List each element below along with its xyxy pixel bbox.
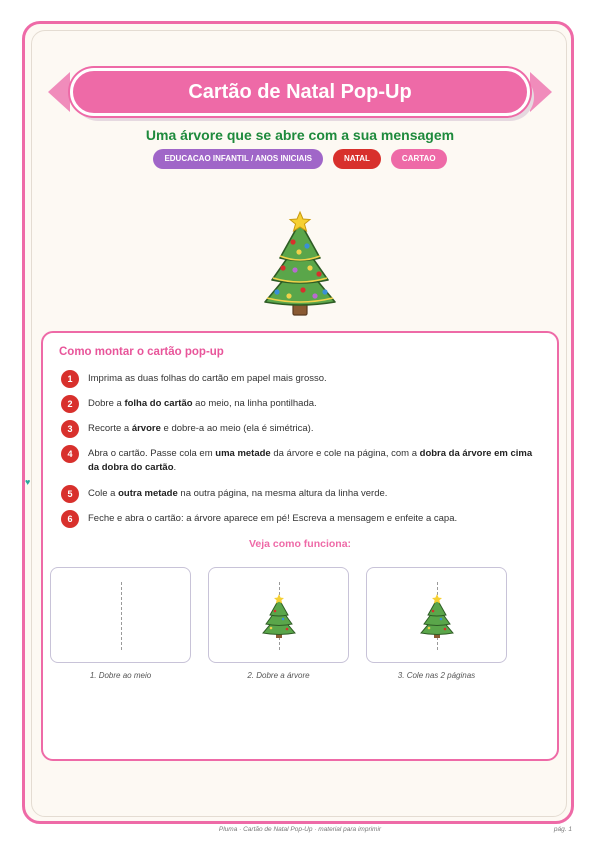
step-2 bbox=[61, 395, 539, 413]
demo-panel-2 bbox=[208, 567, 349, 663]
step-number: 5 bbox=[61, 485, 79, 503]
step-number: 3 bbox=[61, 420, 79, 438]
demo-caption-3: 3. Cole nas 2 páginas bbox=[397, 671, 476, 680]
step-text: Recorte a árvore e dobre-a ao meio (ela é simétrica). bbox=[88, 423, 314, 434]
instructions-title: Como montar o cartão pop-up bbox=[59, 346, 224, 358]
ribbon-right-tail bbox=[530, 72, 552, 112]
step-number: 1 bbox=[61, 370, 79, 388]
title-banner bbox=[70, 68, 530, 116]
step-number: 6 bbox=[61, 510, 79, 528]
heart-icon: ♥ bbox=[25, 477, 31, 487]
demo-panel-1 bbox=[50, 567, 191, 663]
christmas-tree-icon bbox=[255, 210, 345, 318]
christmas-tree-icon bbox=[249, 594, 309, 640]
step-3 bbox=[61, 420, 539, 438]
demo-caption-2: 2. Dobre a árvore bbox=[247, 671, 310, 680]
page-title: Cartão de Natal Pop-Up bbox=[188, 80, 412, 103]
page-subtitle: Uma árvore que se abre com a sua mensagem bbox=[145, 127, 455, 143]
step-text: Feche e abra o cartão: a árvore aparece em pé! Escreva a mensagem e enfeite a capa. bbox=[88, 513, 458, 524]
demo-title: Veja como funciona: bbox=[248, 538, 352, 550]
demo-panel-3 bbox=[366, 567, 507, 663]
step-4 bbox=[61, 445, 539, 475]
step-number: 4 bbox=[61, 445, 79, 463]
demo-caption-1: 1. Dobre ao meio bbox=[89, 671, 152, 680]
tag-level: EDUCACAO INFANTIL / ANOS INICIAIS bbox=[153, 149, 323, 169]
footer-text: Pluma · Cartão de Natal Pop-Up · material para imprimir bbox=[218, 826, 382, 833]
step-text: Cole a outra metade na outra página, na mesma altura da linha verde. bbox=[88, 488, 388, 499]
step-6 bbox=[61, 510, 539, 528]
instructions-card bbox=[41, 331, 559, 761]
tag-natal: NATAL bbox=[333, 149, 381, 169]
tag-cartao: CARTAO bbox=[391, 149, 447, 169]
tag-list bbox=[0, 149, 600, 169]
step-number: 2 bbox=[61, 395, 79, 413]
fold-line bbox=[121, 582, 122, 650]
step-text: Abra o cartão. Passe cola em uma metade da árvore e cole na página, com a dobra da árvore em cima da dobra do cartão. bbox=[88, 448, 533, 473]
step-5 bbox=[61, 485, 539, 503]
step-text: Imprima as duas folhas do cartão em papel mais grosso. bbox=[88, 373, 327, 384]
step-text: Dobre a folha do cartão ao meio, na linha pontilhada. bbox=[88, 398, 317, 409]
christmas-tree-icon bbox=[407, 594, 467, 640]
step-1 bbox=[61, 370, 539, 388]
ribbon-left-tail bbox=[48, 72, 70, 112]
page-number: pág. 1 bbox=[553, 826, 572, 833]
